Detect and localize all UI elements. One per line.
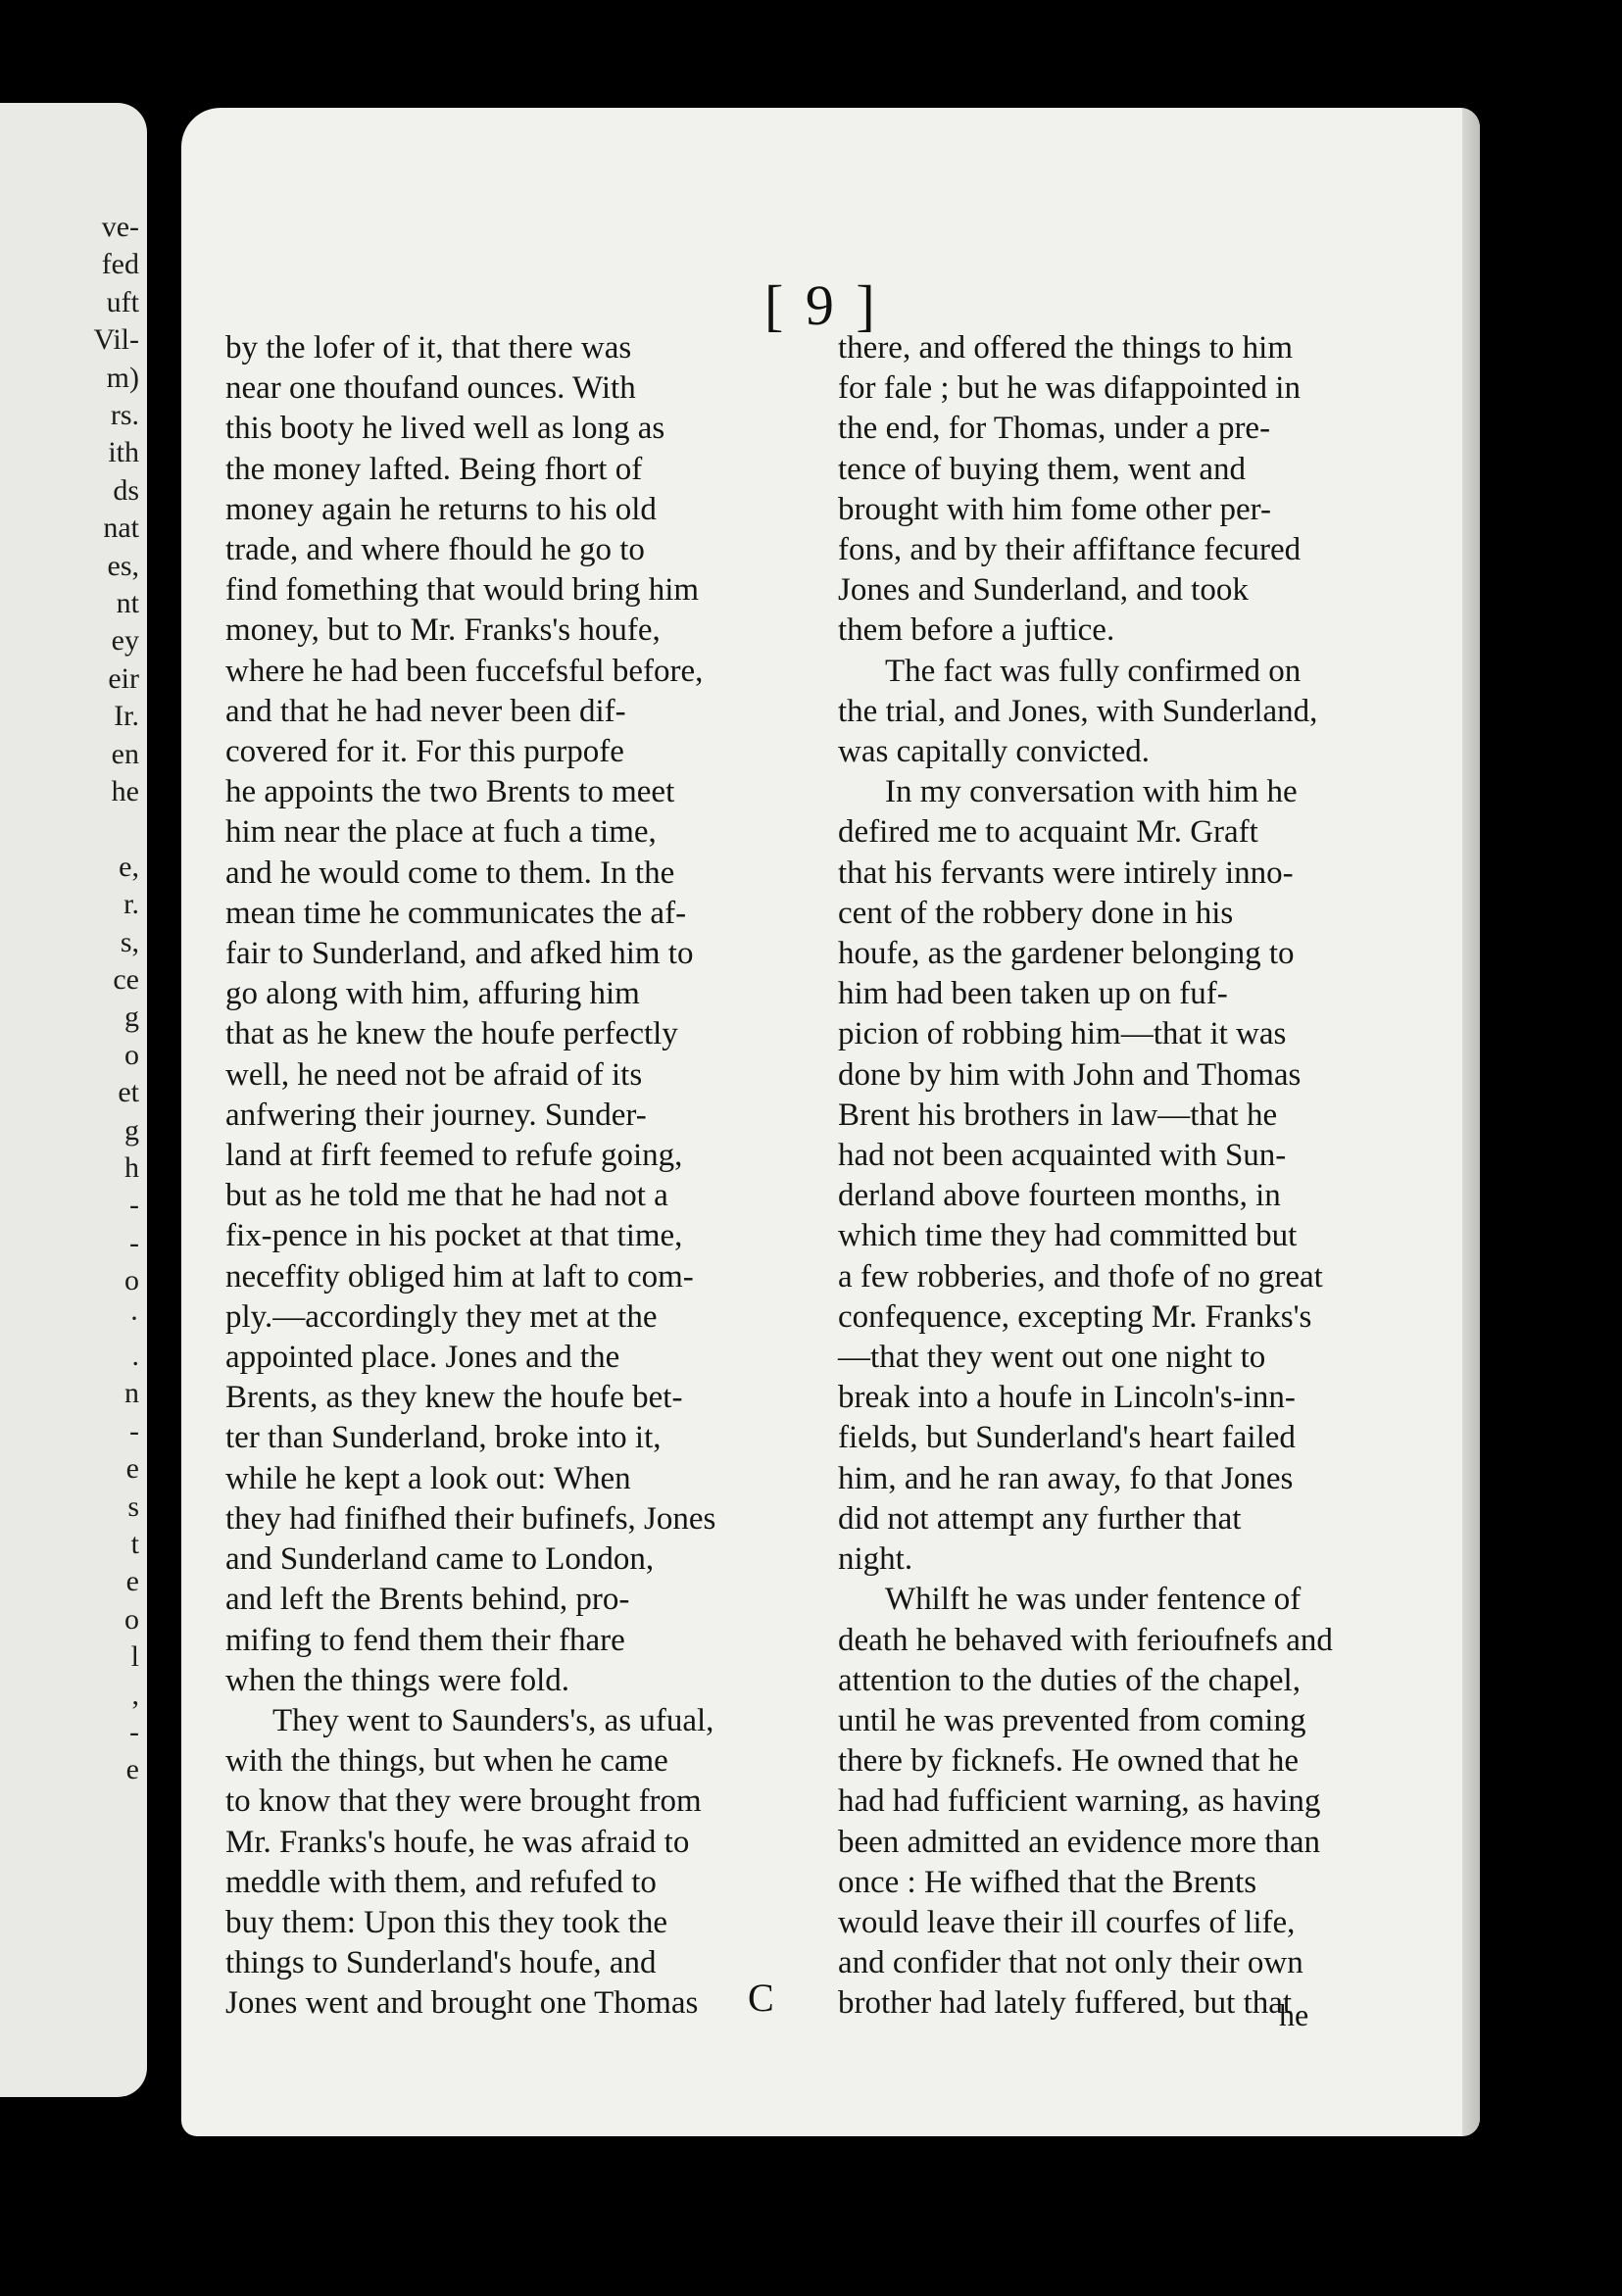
margin-fragment: . xyxy=(131,1340,139,1372)
text-line: fields, but Sunderland's heart failed xyxy=(838,1420,1296,1456)
text-line: did not attempt any further that xyxy=(838,1500,1242,1537)
margin-fragment: - xyxy=(129,1226,139,1259)
margin-fragment: s xyxy=(127,1490,139,1523)
margin-fragment: g xyxy=(124,1001,139,1034)
text-line: with the things, but when he came xyxy=(225,1743,668,1780)
text-line: find fomething that would bring him xyxy=(225,572,700,609)
margin-fragment: e xyxy=(125,1753,139,1786)
text-line: night. xyxy=(838,1541,913,1578)
margin-fragment: h xyxy=(124,1151,139,1184)
text-line: things to Sunderland's houfe, and xyxy=(225,1945,657,1981)
text-line: Jones and Sunderland, and took xyxy=(838,572,1249,609)
margin-fragment: l xyxy=(130,1640,139,1674)
margin-fragment: nat xyxy=(103,512,139,545)
text-line: the money lafted. Being fhort of xyxy=(225,451,643,487)
text-line: that as he knew the houfe perfectly xyxy=(225,1016,678,1052)
text-line: by the lofer of it, that there was xyxy=(225,330,632,366)
margin-fragment: m) xyxy=(106,361,139,394)
text-line: him had been taken up on fuf- xyxy=(838,976,1228,1012)
text-line: tence of buying them, went and xyxy=(838,451,1247,487)
margin-fragment: e, xyxy=(119,850,139,883)
margin-fragment: en xyxy=(111,737,139,770)
text-line: defired me to acquaint Mr. Graft xyxy=(838,814,1258,851)
text-line: confequence, excepting Mr. Franks's xyxy=(838,1298,1312,1335)
text-line: but as he told me that he had not a xyxy=(225,1178,668,1214)
text-line: was capitally convicted. xyxy=(838,734,1150,770)
margin-fragment: e xyxy=(125,1452,139,1486)
text-line: him near the place at fuch a time, xyxy=(225,814,657,851)
margin-fragment: es, xyxy=(107,549,139,582)
text-line: had had fufficient warning, as having xyxy=(838,1783,1321,1820)
margin-fragment: et xyxy=(118,1076,139,1109)
text-line: they had finifhed their bufinefs, Jones xyxy=(225,1500,716,1537)
text-line: covered for it. For this purpofe xyxy=(225,734,624,770)
margin-fragment: r. xyxy=(123,888,139,921)
margin-fragment: ve- xyxy=(101,211,139,243)
text-line: while he kept a look out: When xyxy=(225,1460,631,1496)
text-line: done by him with John and Thomas xyxy=(838,1056,1302,1093)
text-line: mifing to fend them their fhare xyxy=(225,1622,625,1658)
margin-fragment: , xyxy=(131,1678,139,1711)
text-line: and left the Brents behind, pro- xyxy=(225,1582,630,1618)
text-line: fons, and by their affiftance fecured xyxy=(838,532,1302,568)
text-line: near one thoufand ounces. With xyxy=(225,370,636,407)
text-line: money, but to Mr. Franks's houfe, xyxy=(225,612,661,649)
text-line: fair to Sunderland, and afked him to xyxy=(225,936,694,972)
text-line: They went to Saunders's, as ufual, xyxy=(272,1702,714,1738)
margin-fragment: he xyxy=(111,775,139,807)
margin-fragment: rs. xyxy=(110,399,139,431)
margin-fragment: t xyxy=(130,1528,139,1560)
margin-fragment: s, xyxy=(120,925,139,958)
margin-fragment: ith xyxy=(108,436,139,469)
text-line: cent of the robbery done in his xyxy=(838,895,1234,931)
text-line: trade, and where fhould he go to xyxy=(225,532,645,568)
text-line: Whilft he was under fentence of xyxy=(885,1582,1302,1618)
margin-fragment: · xyxy=(129,1301,139,1335)
text-line: derland above fourteen months, in xyxy=(838,1178,1281,1214)
text-line: Brents, as they knew the houfe bet- xyxy=(225,1380,683,1416)
text-line: fix-pence in his pocket at that time, xyxy=(225,1218,683,1254)
left-text-column xyxy=(225,328,833,2025)
page-number-header: [ 9 ] xyxy=(764,273,879,337)
text-line: In my conversation with him he xyxy=(885,774,1298,810)
text-line: and that he had never been dif- xyxy=(225,693,626,729)
margin-fragment: g xyxy=(124,1113,139,1147)
margin-fragment: eir xyxy=(108,661,139,695)
text-line: there by ficknefs. He owned that he xyxy=(838,1743,1300,1780)
text-line: break into a houfe in Lincoln's-inn- xyxy=(838,1380,1296,1416)
text-line: houfe, as the gardener belonging to xyxy=(838,936,1295,972)
margin-fragment: - xyxy=(129,1414,139,1447)
text-line: mean time he communicates the af- xyxy=(225,895,687,931)
margin-fragment: nt xyxy=(116,587,139,619)
text-line: buy them: Upon this they took the xyxy=(225,1904,667,1940)
text-line: for fale ; but he was difappointed in xyxy=(838,370,1301,407)
text-line: and confider that not only their own xyxy=(838,1945,1303,1981)
margin-fragment: ce xyxy=(113,963,139,996)
text-line: meddle with them, and refufed to xyxy=(225,1864,657,1900)
text-line: —that they went out one night to xyxy=(838,1340,1266,1376)
text-line: which time they had committed but xyxy=(838,1218,1298,1254)
right-text-column xyxy=(838,328,1450,2025)
text-line: the trial, and Jones, with Sunderland, xyxy=(838,693,1318,729)
text-line: The fact was fully confirmed on xyxy=(885,653,1302,689)
text-line: once : He wifhed that the Brents xyxy=(838,1864,1257,1900)
text-line: brought with him fome other per- xyxy=(838,491,1271,527)
text-line: and he would come to them. In the xyxy=(225,855,675,891)
text-line: brother had lately fuffered, but that xyxy=(838,1985,1293,2022)
text-line: land at firft feemed to refufe going, xyxy=(225,1138,683,1174)
text-line: when the things were fold. xyxy=(225,1662,569,1698)
text-line: he appoints the two Brents to meet xyxy=(225,774,675,810)
margin-fragment: n xyxy=(124,1377,139,1410)
text-line: attention to the duties of the chapel, xyxy=(838,1662,1301,1698)
page-edge xyxy=(1462,108,1480,2136)
text-line: Jones went and brought one Thomas xyxy=(225,1985,699,2022)
text-line: neceffity obliged him at laft to com- xyxy=(225,1258,694,1295)
facing-page-fragment xyxy=(0,103,147,2097)
text-line: them before a juftice. xyxy=(838,612,1115,649)
text-line: this booty he lived well as long as xyxy=(225,411,665,447)
book-page xyxy=(181,108,1480,2136)
text-line: been admitted an evidence more than xyxy=(838,1824,1321,1860)
margin-fragment: Vil- xyxy=(93,323,139,357)
text-line: where he had been fuccefsful before, xyxy=(225,653,704,689)
signature-mark: C xyxy=(748,1976,774,2020)
text-line: and Sunderland came to London, xyxy=(225,1541,655,1578)
margin-fragment: fed xyxy=(101,248,139,281)
margin-fragment: - xyxy=(129,1189,139,1222)
text-line: had not been acquainted with Sun- xyxy=(838,1138,1287,1174)
text-line: anfwering their journey. Sunder- xyxy=(225,1097,647,1133)
text-line: death he behaved with ferioufnefs and xyxy=(838,1622,1333,1658)
margin-fragment: uft xyxy=(106,285,139,318)
text-line: until he was prevented from coming xyxy=(838,1702,1306,1738)
text-line: the end, for Thomas, under a pre- xyxy=(838,411,1271,447)
text-line: that his fervants were intirely inno- xyxy=(838,855,1294,891)
margin-fragment: - xyxy=(129,1716,139,1748)
margin-fragment: ey xyxy=(111,624,139,658)
margin-fragment: Ir. xyxy=(114,700,139,733)
catchword: he xyxy=(1279,1997,1309,2032)
margin-fragment: e xyxy=(125,1565,139,1598)
text-line: would leave their ill courfes of life, xyxy=(838,1904,1296,1940)
text-line: money again he returns to his old xyxy=(225,491,657,527)
text-line: there, and offered the things to him xyxy=(838,330,1294,366)
text-line: him, and he ran away, fo that Jones xyxy=(838,1460,1294,1496)
margin-fragment: ds xyxy=(113,473,139,507)
text-line: to know that they were brought from xyxy=(225,1783,702,1820)
text-line: Mr. Franks's houfe, he was afraid to xyxy=(225,1824,690,1860)
text-line: a few robberies, and thofe of no great xyxy=(838,1258,1323,1295)
margin-fragment: o xyxy=(124,1602,139,1636)
text-line: go along with him, affuring him xyxy=(225,976,640,1012)
text-line: ply.—accordingly they met at the xyxy=(225,1298,658,1335)
text-line: well, he need not be afraid of its xyxy=(225,1056,643,1093)
text-line: Brent his brothers in law—that he xyxy=(838,1097,1278,1133)
margin-fragment: o xyxy=(124,1038,139,1071)
margin-fragment: o xyxy=(124,1264,139,1297)
text-line: picion of robbing him—that it was xyxy=(838,1016,1287,1052)
text-line: appointed place. Jones and the xyxy=(225,1340,620,1376)
text-line: ter than Sunderland, broke into it, xyxy=(225,1420,662,1456)
